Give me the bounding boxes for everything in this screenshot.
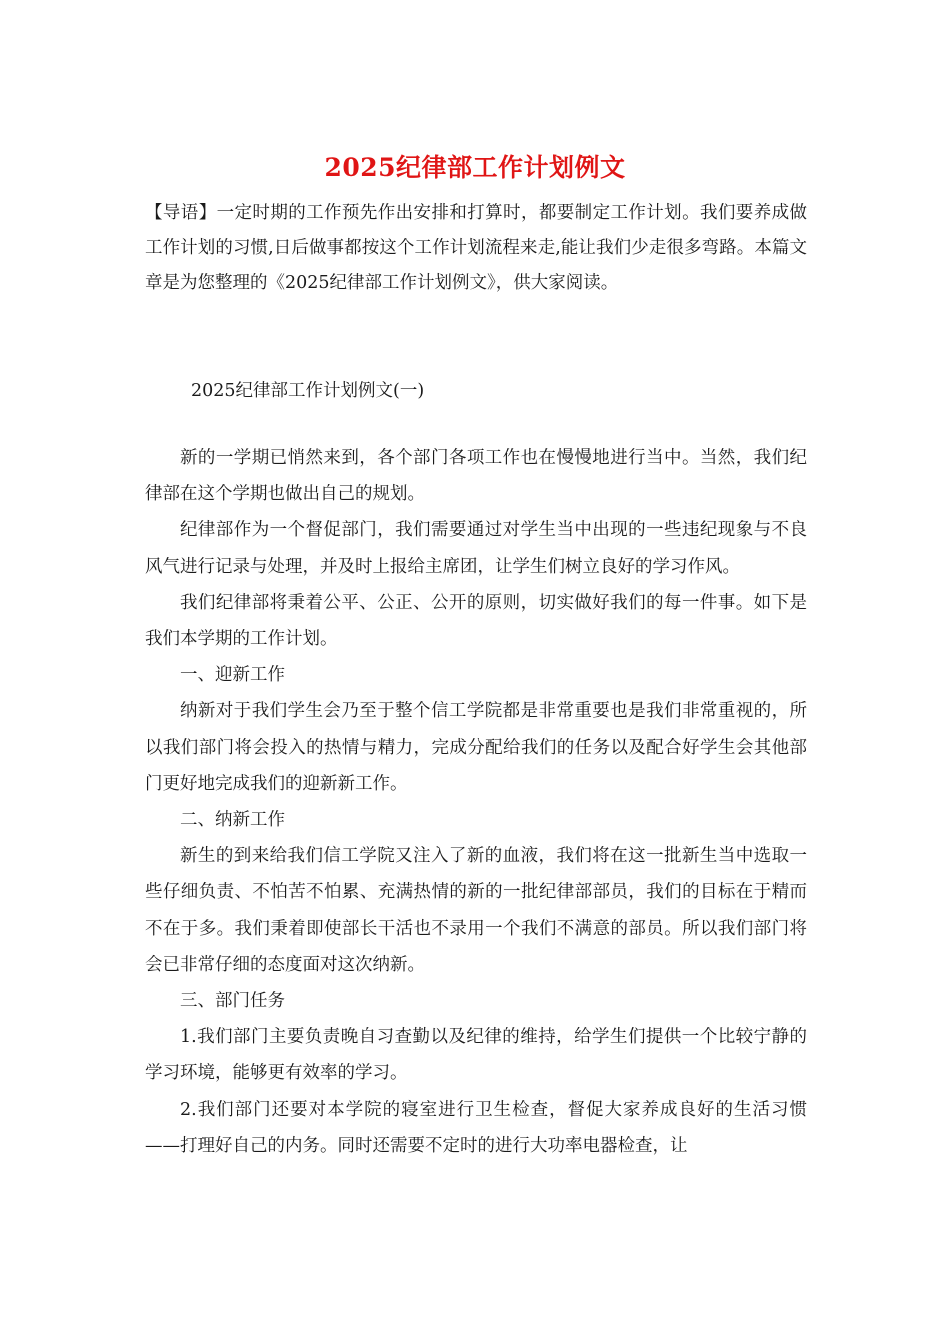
body-paragraph: 我们纪律部将秉着公平、公正、公开的原则，切实做好我们的每一件事。如下是我们本学期的工作计划。 [145,592,807,650]
section-subtitle: 2025纪律部工作计划例文(一) [191,381,425,401]
section-paragraph-recruit: 新生的到来给我们信工学院又注入了新的血液，我们将在这一批新生当中选取一些仔细负责、不怕苦不怕累、充满热情的新的一批纪律部部员，我们的目标在于精而不在于多。我们秉着即使部长干活也不录用一个我们不满意的部员。所以我们部门将会已非常仔细的态度面对这次纳新。 [145,846,807,975]
body-paragraph: 新的一学期已悄然来到，各个部门各项工作也在慢慢地进行当中。当然，我们纪律部在这个学期也做出自己的规划。 [145,448,807,505]
section-heading-tasks: 三、部门任务 [180,991,285,1012]
body-paragraph: 纪律部作为一个督促部门，我们需要通过对学生当中出现的一些违纪现象与不良风气进行记录与处理，并及时上报给主席团，让学生们树立良好的学习作风。 [145,520,807,577]
document-body [145,440,807,1164]
intro-paragraph: 【导语】一定时期的工作预先作出安排和打算时，都要制定工作计划。我们要养成做工作计划的习惯,日后做事都按这个工作计划流程来走,能让我们少走很多弯路。本篇文章是为您整理的《2025纪律部工作计划例文》，供大家阅读。 [145,203,807,293]
section-heading-welcome: 一、迎新工作 [180,665,285,686]
task-list-item: 2.我们部门还要对本学院的寝室进行卫生检查，督促大家养成良好的生活习惯——打理好自己的内务。同时还需要不定时的进行大功率电器检查，让 [145,1099,807,1156]
section-paragraph-welcome: 纳新对于我们学生会乃至于整个信工学院都是非常重要也是我们非常重视的，所以我们部门将会投入的热情与精力，完成分配给我们的任务以及配合好学生会其他部门更好地完成我们的迎新新工作。 [145,701,807,794]
section-heading-recruit: 二、纳新工作 [180,810,285,831]
document-title: 2025纪律部工作计划例文 [324,153,626,182]
task-list-item: 1.我们部门主要负责晚自习查勤以及纪律的维持，给学生们提供一个比较宁静的学习环境，能够更有效率的学习。 [145,1027,807,1084]
